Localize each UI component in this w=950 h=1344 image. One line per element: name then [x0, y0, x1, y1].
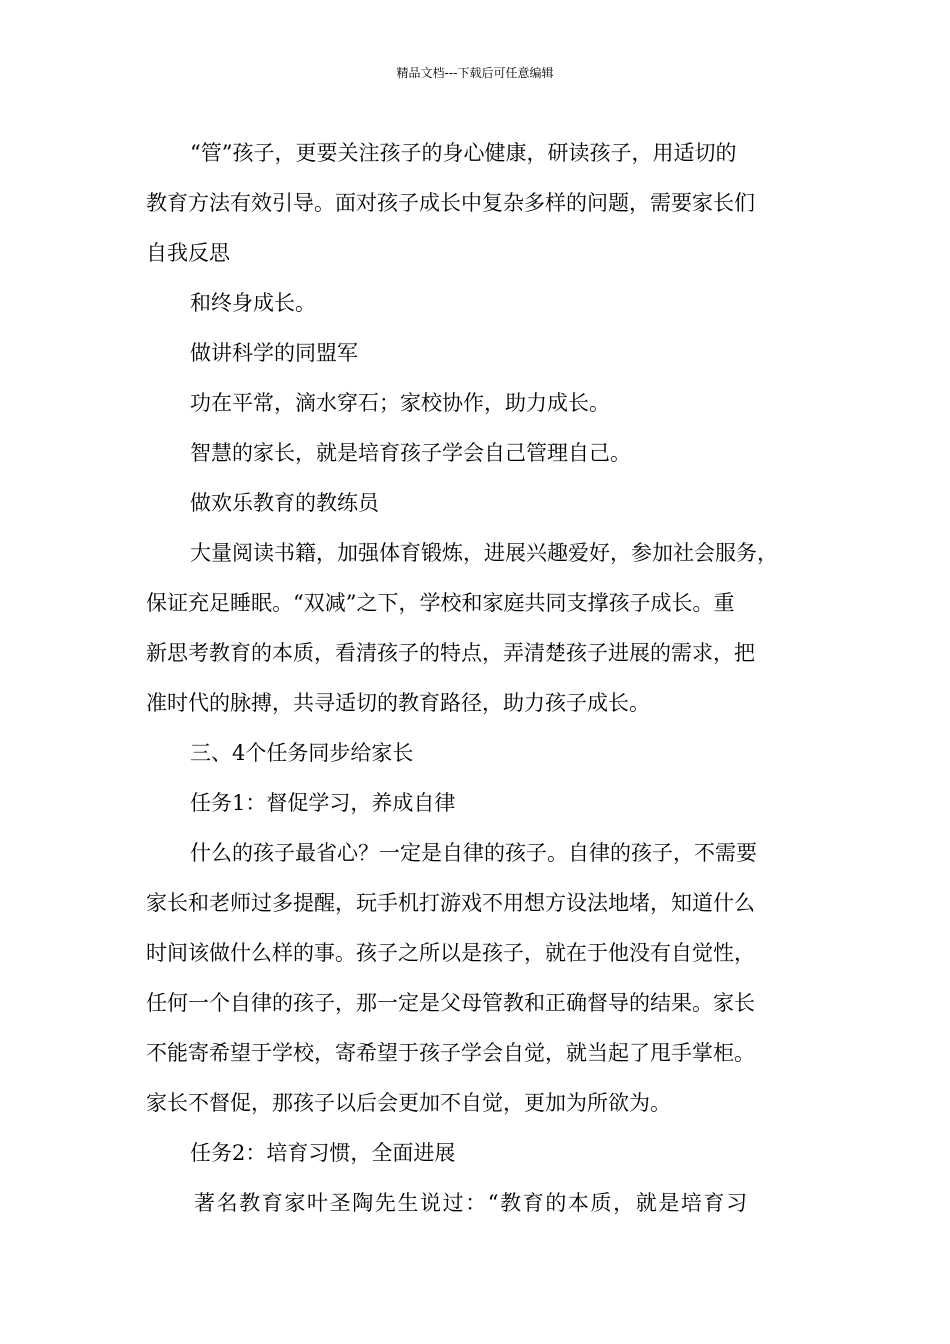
- paragraph-line: 教育方法有效引导。面对孩子成长中复杂多样的问题，需要家长们: [146, 191, 755, 215]
- section-heading: 三、4个任务同步给家长: [190, 741, 414, 765]
- paragraph-line: 大量阅读书籍，加强体育锻炼，进展兴趣爱好，参加社会服务，: [190, 541, 778, 565]
- paragraph-line: 保证充足睡眠。“双减”之下，学校和家庭共同支撑孩子成长。重: [146, 591, 735, 615]
- task-heading: 任务1：督促学习，养成自律: [190, 791, 456, 815]
- paragraph-line: 新思考教育的本质，看清孩子的特点，弄清楚孩子进展的需求，把: [146, 641, 755, 665]
- paragraph-line: 时间该做什么样的事。孩子之所以是孩子，就在于他没有自觉性，: [146, 941, 755, 965]
- section-heading: 做欢乐教育的教练员: [190, 491, 379, 515]
- paragraph-line: “管”孩子，更要关注孩子的身心健康，研读孩子，用适切的: [190, 141, 737, 165]
- paragraph-line: 准时代的脉搏，共寻适切的教育路径，助力孩子成长。: [146, 691, 650, 715]
- paragraph-line: 功在平常，滴水穿石；家校协作，助力成长。: [190, 391, 610, 415]
- paragraph-line: 不能寄希望于学校，寄希望于孩子学会自觉，就当起了甩手掌柜。: [146, 1041, 755, 1065]
- paragraph-line: 著名教育家叶圣陶先生说过：“教育的本质，就是培育习: [194, 1191, 749, 1215]
- task-heading: 任务2：培育习惯，全面进展: [190, 1141, 456, 1165]
- paragraph-line: 智慧的家长，就是培育孩子学会自己管理自己。: [190, 441, 631, 465]
- paragraph-line: 自我反思: [146, 241, 230, 265]
- paragraph-line: 什么的孩子最省心？一定是自律的孩子。自律的孩子，不需要: [190, 841, 757, 865]
- paragraph-line: 和终身成长。: [190, 291, 316, 315]
- paragraph-line: 任何一个自律的孩子，那一定是父母管教和正确督导的结果。家长: [146, 991, 755, 1015]
- section-heading: 做讲科学的同盟军: [190, 341, 358, 365]
- paragraph-line: 家长和老师过多提醒，玩手机打游戏不用想方设法地堵，知道什么: [146, 891, 755, 915]
- paragraph-line: 家长不督促，那孩子以后会更加不自觉，更加为所欲为。: [146, 1091, 671, 1115]
- page-header: 精品文档---下载后可任意编辑: [396, 66, 554, 80]
- document-body: [146, 128, 816, 1228]
